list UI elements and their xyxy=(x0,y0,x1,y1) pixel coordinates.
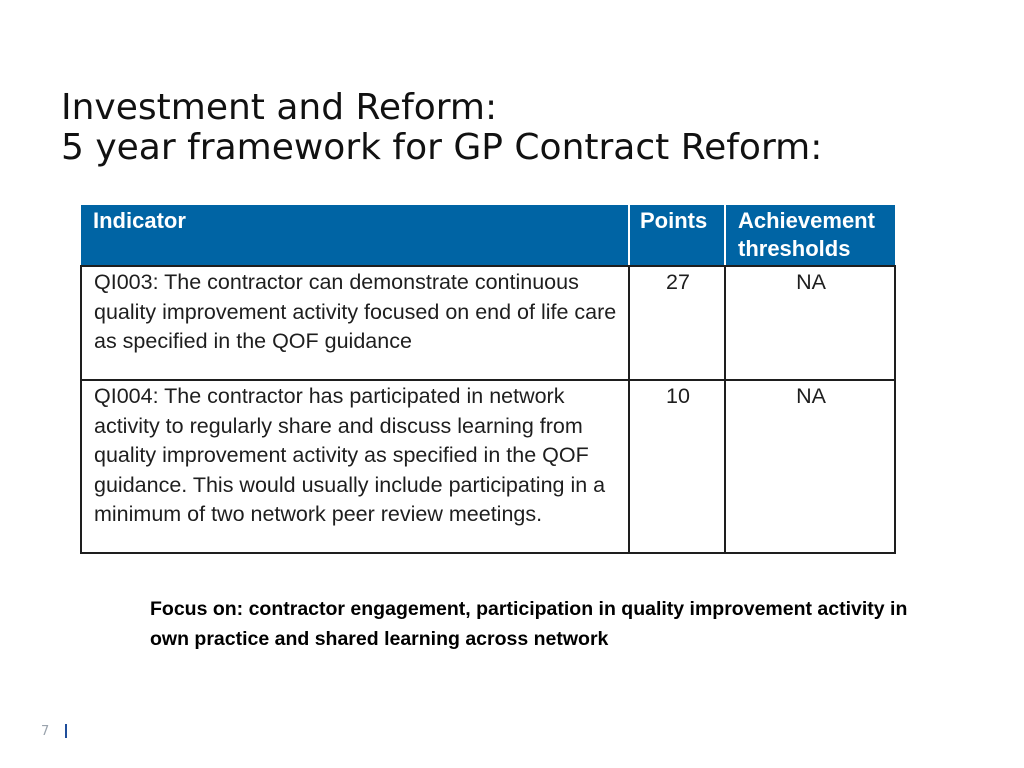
header-achievement-thresholds xyxy=(725,205,895,266)
table-row xyxy=(81,380,895,553)
achievement-cell: NA xyxy=(725,266,895,380)
header-points: Points xyxy=(629,205,725,266)
focus-note: Focus on: contractor engagement, participation in quality improvement activity in own practice and shared learning across network xyxy=(150,598,908,650)
table-row xyxy=(81,266,895,380)
table-header-row xyxy=(81,205,895,266)
slide-title-line-1: Investment and Reform: xyxy=(61,87,498,128)
slide-title xyxy=(61,88,961,168)
slide-footer xyxy=(41,721,67,741)
indicator-table-container xyxy=(80,205,894,549)
indicator-table xyxy=(80,205,896,554)
header-achievement-line-1: Achievement xyxy=(738,208,875,233)
indicator-cell: QI004: The contractor has participated in network activity to regularly share and discuss learning from quality improvement activity as specified in the QOF guidance. This would usually include participating in a minimum of two network peer review meetings. xyxy=(81,380,629,553)
indicator-cell: QI003: The contractor can demonstrate continuous quality improvement activity focused on end of life care as specified in the QOF guidance xyxy=(81,266,629,380)
header-achievement-line-2: thresholds xyxy=(738,236,851,261)
points-cell: 27 xyxy=(629,266,725,380)
points-cell: 10 xyxy=(629,380,725,553)
page-number: 7 xyxy=(41,723,50,739)
achievement-cell: NA xyxy=(725,380,895,553)
header-indicator: Indicator xyxy=(81,205,629,266)
slide-title-line-2: 5 year framework for GP Contract Reform: xyxy=(61,127,823,168)
footer-divider xyxy=(65,724,67,738)
